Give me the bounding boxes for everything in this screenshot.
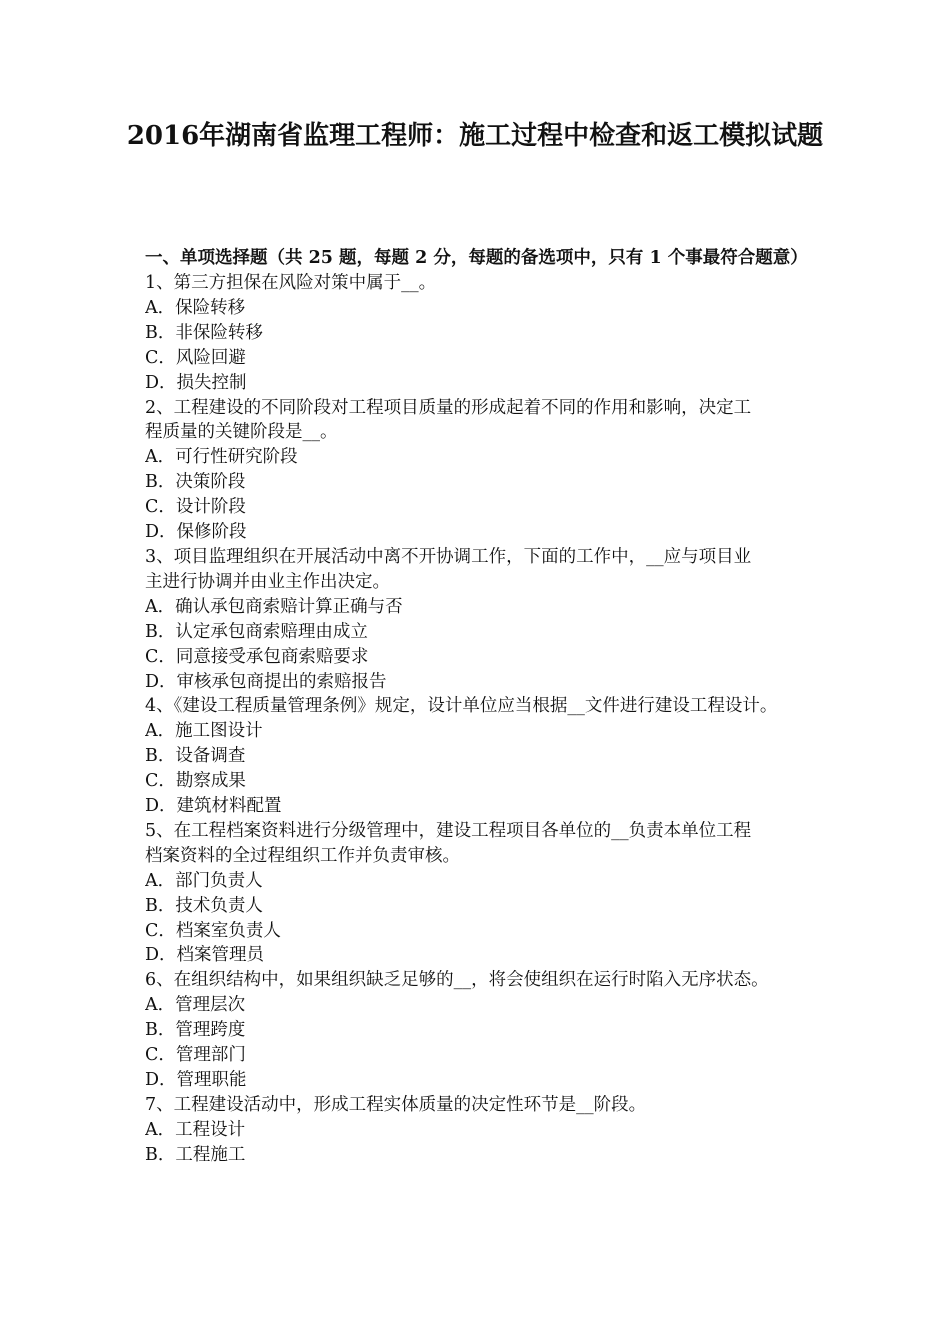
question-item xyxy=(145,694,810,819)
question-item xyxy=(145,1093,810,1168)
answer-option: B．非保险转移 xyxy=(145,322,263,343)
answer-option: B．技术负责人 xyxy=(145,895,263,916)
question-list xyxy=(145,271,810,1168)
answer-option: D．保修阶段 xyxy=(145,522,247,543)
answer-option: D．损失控制 xyxy=(145,372,247,393)
question-stem: 3、项目监理组织在开展活动中离不开协调工作，下面的工作中，__应与项目业 xyxy=(145,546,752,567)
question-stem: 1、第三方担保在风险对策中属于__。 xyxy=(145,273,437,293)
document-title: 2016年湖南省监理工程师：施工过程中检查和返工模拟试题 xyxy=(126,121,824,151)
answer-option: C．管理部门 xyxy=(145,1045,246,1066)
question-stem: 7、工程建设活动中，形成工程实体质量的决定性环节是__阶段。 xyxy=(145,1094,647,1115)
answer-option: A．可行性研究阶段 xyxy=(145,447,298,468)
answer-option: A．确认承包商索赔计算正确与否 xyxy=(145,596,403,617)
answer-option: C．设计阶段 xyxy=(145,497,246,518)
answer-option: A．管理层次 xyxy=(145,995,246,1016)
question-item xyxy=(145,271,810,396)
answer-option: C．勘察成果 xyxy=(145,771,246,792)
question-item xyxy=(145,819,810,968)
answer-option: B．决策阶段 xyxy=(145,472,246,493)
answer-option: C．风险回避 xyxy=(145,347,246,368)
answer-option: A．部门负责人 xyxy=(145,870,263,891)
answer-option: B．认定承包商索赔理由成立 xyxy=(145,621,368,642)
question-item xyxy=(145,396,810,545)
answer-option: D．档案管理员 xyxy=(145,945,265,966)
section-heading: 一、单项选择题（共 25 题，每题 2 分，每题的备选项中，只有 1 个事最符合题意） xyxy=(145,248,808,268)
answer-option: D．建筑材料配置 xyxy=(145,796,282,817)
question-stem: 6、在组织结构中，如果组织缺乏足够的__，将会使组织在运行时陷入无序状态。 xyxy=(145,970,769,991)
question-stem: 档案资料的全过程组织工作并负责审核。 xyxy=(145,845,460,866)
question-item xyxy=(145,968,810,1093)
answer-option: C．同意接受承包商索赔要求 xyxy=(145,646,369,667)
answer-option: D．审核承包商提出的索赔报告 xyxy=(145,671,387,692)
answer-option: B．管理跨度 xyxy=(145,1020,246,1041)
question-stem: 2、工程建设的不同阶段对工程项目质量的形成起着不同的作用和影响，决定工 xyxy=(145,397,752,418)
question-stem: 4、《建设工程质量管理条例》规定，设计单位应当根据__文件进行建设工程设计。 xyxy=(145,696,778,717)
answer-option: B．设备调查 xyxy=(145,746,246,767)
answer-option: C．档案室负责人 xyxy=(145,920,281,941)
answer-option: A．施工图设计 xyxy=(145,721,263,742)
question-item xyxy=(145,545,810,694)
answer-option: B．工程施工 xyxy=(145,1144,246,1165)
document-body xyxy=(145,246,810,1168)
answer-option: A．工程设计 xyxy=(145,1119,246,1140)
question-stem: 程质量的关键阶段是__。 xyxy=(145,422,338,443)
question-stem: 5、在工程档案资料进行分级管理中，建设工程项目各单位的__负责本单位工程 xyxy=(145,820,752,841)
answer-option: A．保险转移 xyxy=(145,297,246,318)
question-stem: 主进行协调并由业主作出决定。 xyxy=(145,571,390,592)
answer-option: D．管理职能 xyxy=(145,1070,247,1090)
